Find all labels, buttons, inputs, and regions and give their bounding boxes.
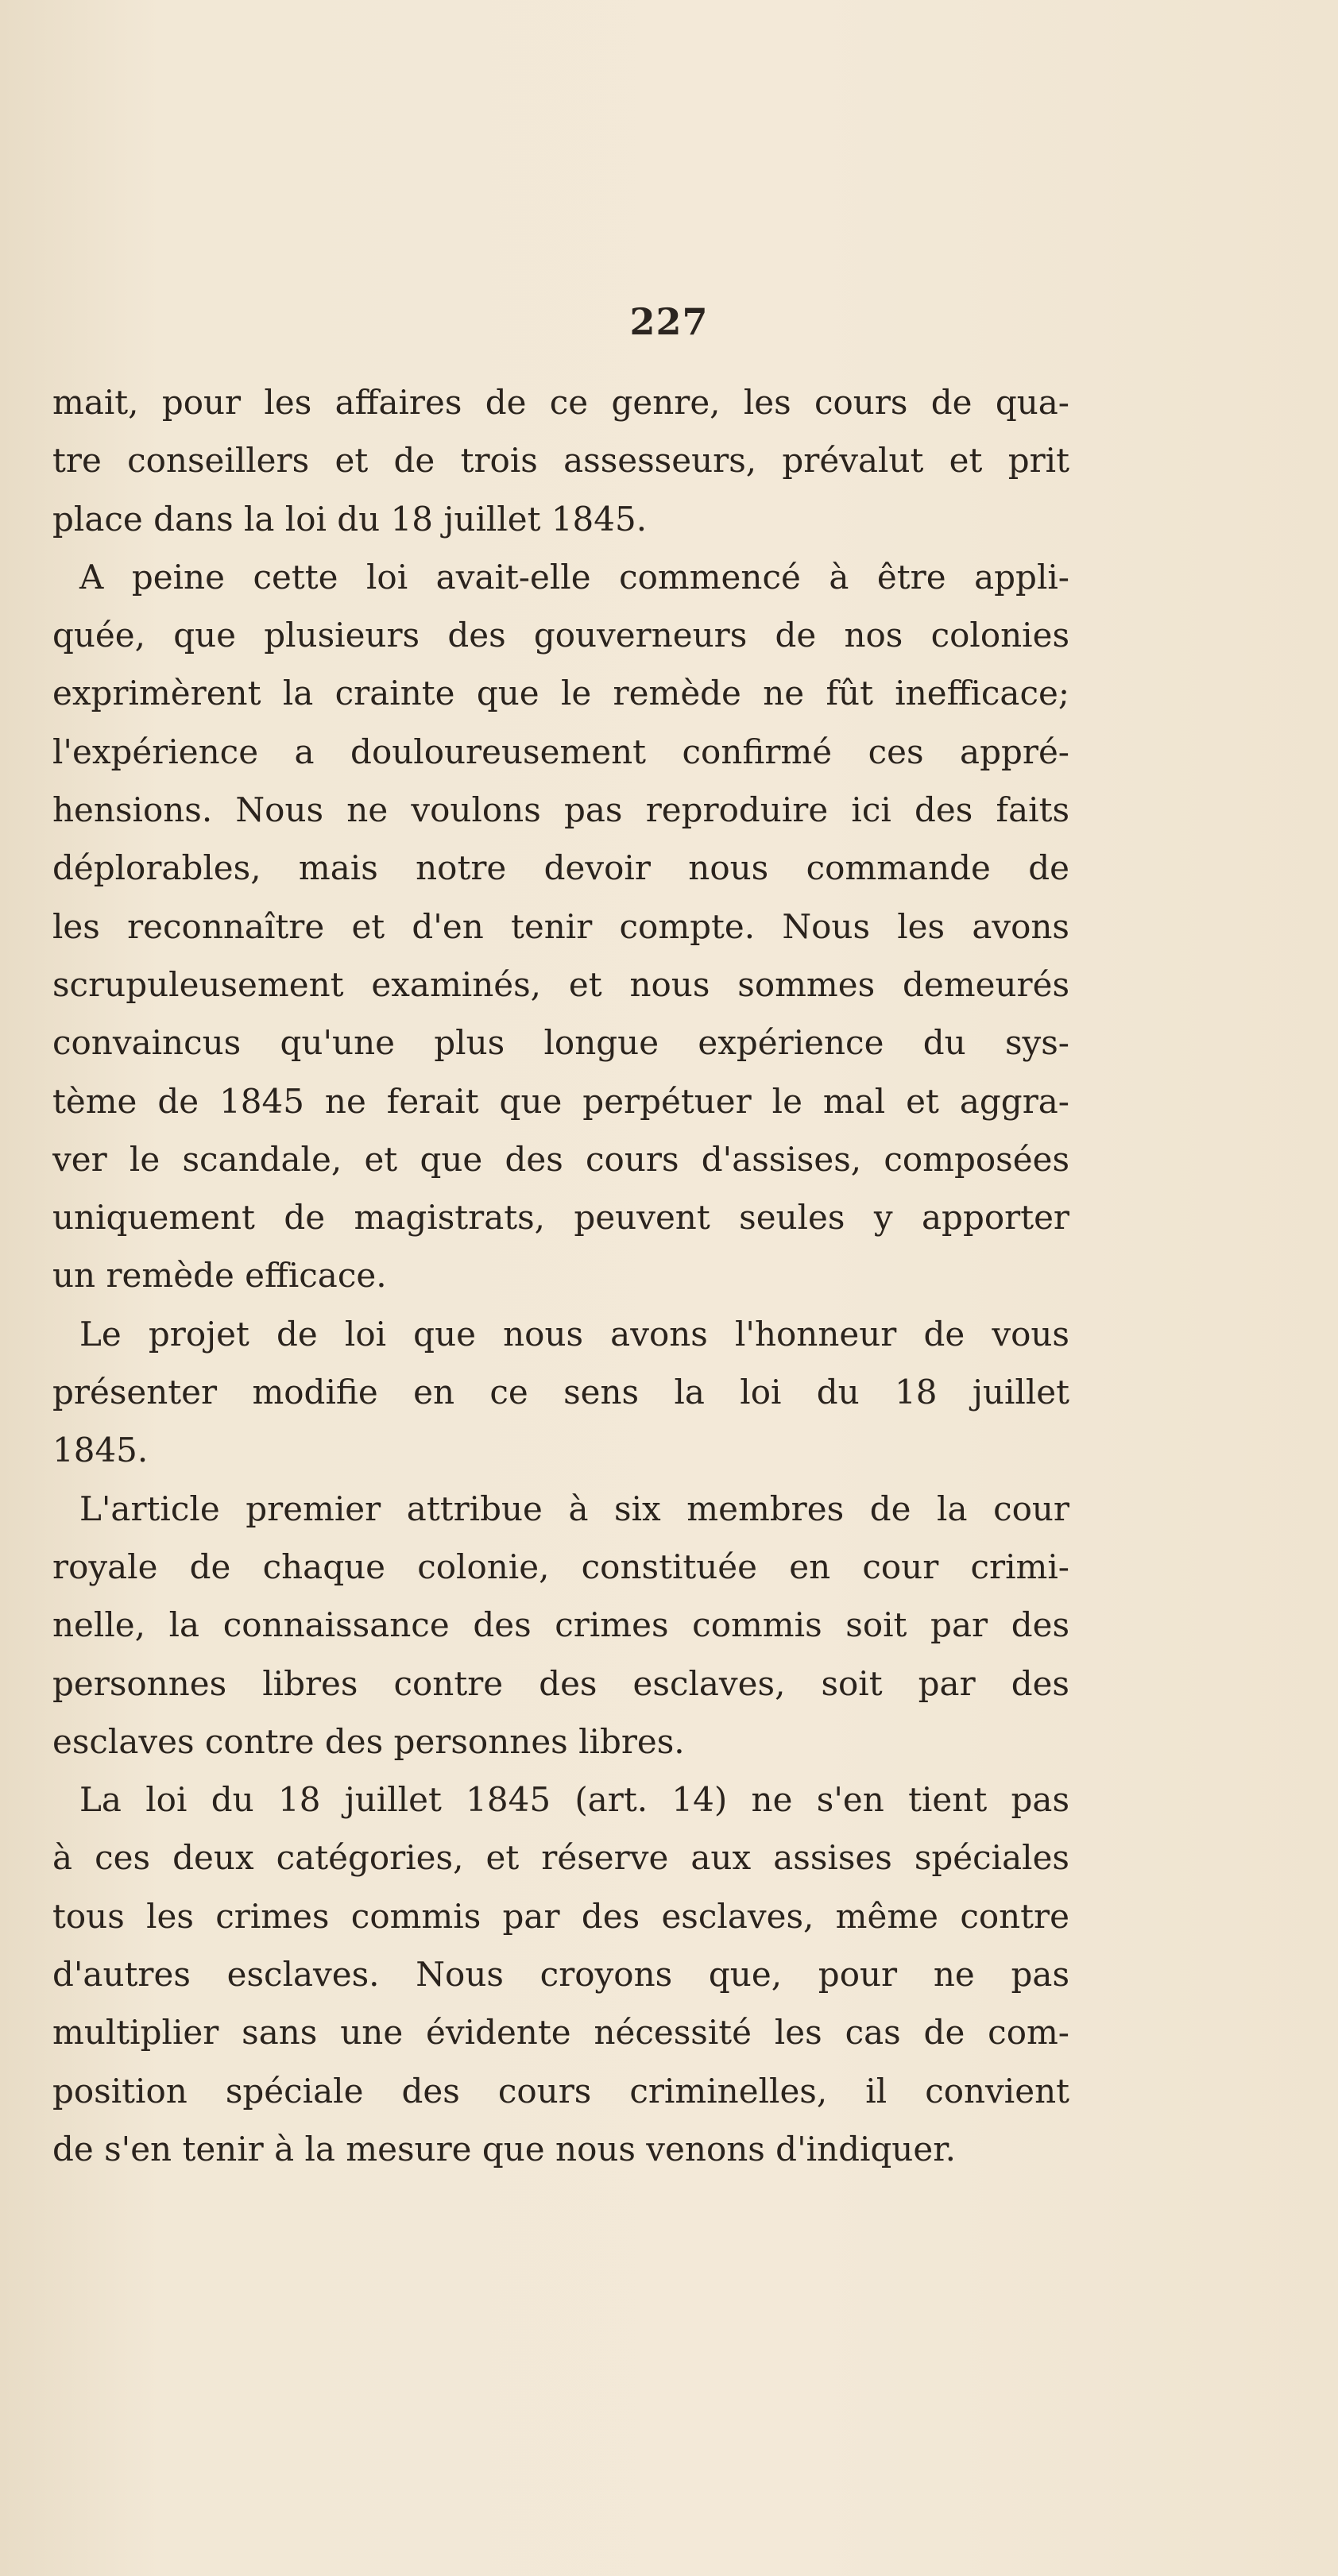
text-line: nelle, la connaissance des crimes commis soit par des (52, 1605, 1069, 1645)
text-line: mait, pour les affaires de ce genre, les cours de qua- (52, 383, 1069, 422)
text-line: tre conseillers et de trois assesseurs, prévalut et prit (52, 441, 1069, 481)
text-line: de s'en tenir à la mesure que nous venons d'indiquer. (52, 2129, 957, 2169)
text-line: hensions. Nous ne voulons pas reproduire ici des faits (52, 790, 1069, 830)
text-line: exprimèrent la crainte que le remède ne fût inefficace; (52, 674, 1069, 713)
text-line: personnes libres contre des esclaves, soit par des (52, 1663, 1069, 1703)
text-line: d'autres esclaves. Nous croyons que, pour ne pas (52, 1955, 1069, 1995)
text-line: esclaves contre des personnes libres. (52, 1721, 685, 1761)
text-line: position spéciale des cours criminelles, il convient (52, 2071, 1069, 2111)
text-line: La loi du 18 juillet 1845 (art. 14) ne s'en tient pas (79, 1780, 1069, 1820)
text-line: déplorables, mais notre devoir nous commande de (52, 848, 1069, 888)
text-line: tème de 1845 ne ferait que perpétuer le mal et aggra- (52, 1081, 1069, 1121)
text-line: L'article premier attribue à six membres de la cour (79, 1489, 1069, 1528)
text-line: tous les crimes commis par des esclaves, même contre (52, 1896, 1069, 1936)
text-line: Le projet de loi que nous avons l'honneur de vous (79, 1314, 1069, 1354)
text-line: scrupuleusement examinés, et nous sommes demeurés (52, 964, 1069, 1004)
text-line: les reconnaître et d'en tenir compte. Nous les avons (52, 906, 1069, 946)
text-line: un remède efficace. (52, 1256, 387, 1296)
text-line: 1845. (52, 1431, 149, 1470)
text-line: à ces deux catégories, et réserve aux assises spéciales (52, 1838, 1069, 1878)
text-line: uniquement de magistrats, peuvent seules y apporter (52, 1198, 1069, 1238)
body-text (52, 373, 1069, 2178)
text-line: place dans la loi du 18 juillet 1845. (52, 499, 648, 539)
text-line: royale de chaque colonie, constituée en cour crimi- (52, 1547, 1069, 1586)
text-line: multiplier sans une évidente nécessité les cas de com- (52, 2013, 1069, 2053)
text-line: ver le scandale, et que des cours d'assises, composées (52, 1139, 1069, 1179)
text-line: A peine cette loi avait-elle commencé à être appli- (79, 557, 1069, 597)
text-line: quée, que plusieurs des gouverneurs de nos colonies (52, 616, 1069, 655)
text-line: convaincus qu'une plus longue expérience du sys- (52, 1023, 1069, 1063)
text-line: l'expérience a douloureusement confirmé ces appré- (52, 732, 1069, 771)
page-number: 227 (629, 300, 709, 343)
text-line: présenter modifie en ce sens la loi du 18 juillet (52, 1373, 1069, 1412)
